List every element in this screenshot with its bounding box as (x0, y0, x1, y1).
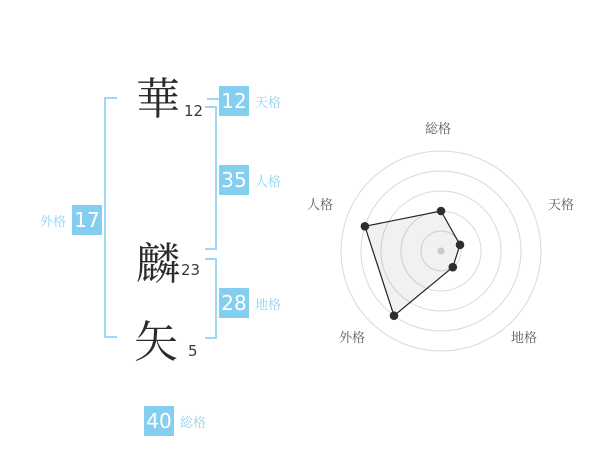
radar-axis-label-soukaku: 総格 (425, 122, 452, 137)
gaikaku-value-badge: 17 (72, 205, 102, 235)
stroke-count-3: 5 (188, 342, 198, 360)
radar-axis-label-jinkaku: 人格 (307, 198, 334, 213)
soukaku-value-badge: 40 (144, 406, 174, 436)
chikaku-label: 地格 (255, 297, 282, 313)
gaikaku-label: 外格 (40, 214, 67, 230)
radar-axis-label-tenkaku: 天格 (548, 198, 575, 213)
radar-data-point-人格 (361, 222, 370, 231)
radar-axis-label-chikaku: 地格 (511, 331, 538, 346)
jinkaku-value-badge: 35 (219, 165, 249, 195)
radar-axis-label-gaikaku: 外格 (339, 331, 366, 346)
radar-data-point-総格 (437, 207, 446, 216)
radar-data-point-外格 (390, 311, 399, 320)
chikaku-bracket (205, 258, 217, 339)
gaikaku-bracket (104, 97, 117, 338)
soukaku-label: 総格 (180, 415, 207, 431)
name-char-1: 華 (136, 74, 180, 125)
radar-data-point-天格 (456, 241, 465, 250)
stroke-count-2: 23 (181, 261, 201, 279)
chikaku-value-badge: 28 (219, 288, 249, 318)
tenkaku-tick (207, 98, 219, 100)
name-char-3: 矢 (134, 317, 178, 368)
tenkaku-value-badge: 12 (219, 86, 249, 116)
radar-chart-svg (331, 141, 551, 361)
radar-data-point-地格 (449, 263, 458, 272)
jinkaku-label: 人格 (255, 174, 282, 190)
radar-chart (331, 141, 551, 361)
jinkaku-bracket (205, 106, 217, 250)
stroke-count-1: 12 (184, 102, 204, 120)
tenkaku-label: 天格 (255, 95, 282, 111)
name-char-2: 麟 (136, 239, 180, 290)
radar-data-polygon (365, 211, 460, 316)
radar-center-dot (438, 248, 445, 255)
